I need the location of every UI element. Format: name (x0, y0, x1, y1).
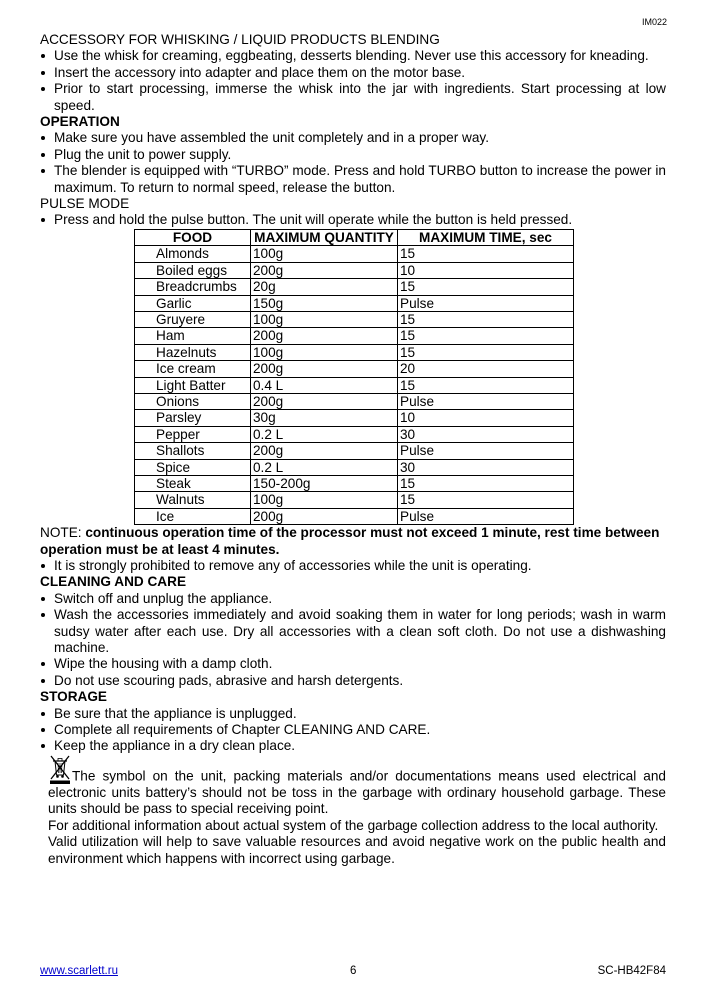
table-body (135, 246, 574, 525)
weee-crossed-bin-icon (48, 755, 72, 785)
time-cell: 15 (398, 246, 574, 262)
table-row (135, 459, 574, 475)
list-item: Insert the accessory into adapter and place them on the motor base. (40, 65, 666, 81)
food-cell: Almonds (135, 246, 251, 262)
section-title-cleaning: CLEANING AND CARE (40, 574, 187, 590)
list-item: Use the whisk for creaming, eggbeating, desserts blending. Never use this accessory for kneading. (40, 48, 666, 64)
table-row (135, 311, 574, 327)
header-max-quantity: MAXIMUM QUANTITY (251, 229, 398, 245)
time-cell: 20 (398, 361, 574, 377)
food-cell: Steak (135, 475, 251, 491)
list-item: Wash the accessories immediately and avoid soaking them in water for long periods; wash in warm sudsy water after each use. Dry all accessories with a clean soft cloth. Do not use a dishwashing machine. (40, 607, 666, 656)
operation-list (40, 130, 666, 196)
food-cell: Garlic (135, 295, 251, 311)
section-title-accessory: ACCESSORY FOR WHISKING / LIQUID PRODUCTS BLENDING (40, 32, 440, 47)
list-item: The blender is equipped with “TURBO” mode. Press and hold TURBO button to increase the power in maximum. To return to normal speed, release the button. (40, 163, 666, 196)
quantity-cell: 100g (251, 344, 398, 360)
table-row (135, 295, 574, 311)
table-row (135, 377, 574, 393)
time-cell: Pulse (398, 295, 574, 311)
accessory-list (40, 48, 666, 114)
header-max-time: MAXIMUM TIME, sec (398, 229, 574, 245)
section-title-operation: OPERATION (40, 114, 120, 130)
section-title-pulse-mode: PULSE MODE (40, 196, 130, 212)
cleaning-list (40, 591, 666, 689)
quantity-cell: 100g (251, 246, 398, 262)
header-food: FOOD (135, 229, 251, 245)
table-row (135, 344, 574, 360)
list-item: Press and hold the pulse button. The unit will operate while the button is held pressed. (40, 212, 666, 228)
disposal-paragraph: Valid utilization will help to save valuable resources and avoid negative work on the public health and environment which happens with incorrect using garbage. (48, 834, 666, 866)
disposal-paragraph: For additional information about actual system of the garbage collection address to the local authority. (48, 817, 659, 833)
quantity-cell: 200g (251, 361, 398, 377)
quantity-cell: 0.2 L (251, 459, 398, 475)
food-cell: Ice (135, 508, 251, 524)
time-cell: Pulse (398, 443, 574, 459)
food-cell: Gruyere (135, 311, 251, 327)
table-row (135, 443, 574, 459)
list-item: Prior to start processing, immerse the whisk into the jar with ingredients. Start processing at low speed. (40, 81, 666, 114)
quantity-cell: 0.2 L (251, 426, 398, 442)
food-quantity-table (134, 229, 574, 525)
note-paragraph (40, 525, 666, 558)
list-item: Be sure that the appliance is unplugged. (40, 706, 666, 722)
list-item: Wipe the housing with a damp cloth. (40, 656, 666, 672)
time-cell: 10 (398, 410, 574, 426)
table-row (135, 426, 574, 442)
quantity-cell: 150-200g (251, 475, 398, 491)
list-item: Keep the appliance in a dry clean place. (40, 738, 666, 754)
food-cell: Pepper (135, 426, 251, 442)
note-warning: continuous operation time of the processor must not exceed 1 minute, rest time between operation must be at least 4 minutes. (40, 525, 660, 557)
table-row (135, 361, 574, 377)
food-cell: Light Batter (135, 377, 251, 393)
time-cell: Pulse (398, 508, 574, 524)
time-cell: 15 (398, 328, 574, 344)
note-list (40, 558, 666, 574)
list-item: Make sure you have assembled the unit completely and in a proper way. (40, 130, 666, 146)
note-label: NOTE: (40, 525, 82, 541)
model-number: SC-HB42F84 (597, 965, 666, 977)
food-cell: Hazelnuts (135, 344, 251, 360)
quantity-cell: 150g (251, 295, 398, 311)
list-item: It is strongly prohibited to remove any of accessories while the unit is operating. (40, 558, 666, 574)
time-cell: 30 (398, 459, 574, 475)
quantity-cell: 0.4 L (251, 377, 398, 393)
time-cell: 15 (398, 492, 574, 508)
table-row (135, 246, 574, 262)
quantity-cell: 200g (251, 393, 398, 409)
time-cell: 15 (398, 279, 574, 295)
time-cell: 15 (398, 344, 574, 360)
quantity-cell: 100g (251, 311, 398, 327)
table-row (135, 279, 574, 295)
food-cell: Boiled eggs (135, 262, 251, 278)
pulse-list (40, 212, 666, 228)
time-cell: 30 (398, 426, 574, 442)
storage-list (40, 706, 666, 755)
table-row (135, 393, 574, 409)
quantity-cell: 200g (251, 508, 398, 524)
list-item: Plug the unit to power supply. (40, 147, 666, 163)
section-title-storage: STORAGE (40, 689, 107, 705)
time-cell: 15 (398, 311, 574, 327)
table-header-row (135, 229, 574, 245)
table-row (135, 508, 574, 524)
time-cell: 10 (398, 262, 574, 278)
food-cell: Parsley (135, 410, 251, 426)
document-id: IM022 (641, 17, 667, 27)
table-row (135, 475, 574, 491)
quantity-cell: 20g (251, 279, 398, 295)
time-cell: 15 (398, 377, 574, 393)
food-cell: Walnuts (135, 492, 251, 508)
food-cell: Onions (135, 393, 251, 409)
food-cell: Breadcrumbs (135, 279, 251, 295)
food-cell: Ice cream (135, 361, 251, 377)
time-cell: 15 (398, 475, 574, 491)
quantity-cell: 200g (251, 262, 398, 278)
disposal-paragraph (40, 755, 666, 818)
disposal-section (40, 755, 666, 867)
food-cell: Shallots (135, 443, 251, 459)
table-row (135, 492, 574, 508)
table-row (135, 410, 574, 426)
food-cell: Ham (135, 328, 251, 344)
table-row (135, 262, 574, 278)
table-row (135, 328, 574, 344)
time-cell: Pulse (398, 393, 574, 409)
quantity-cell: 100g (251, 492, 398, 508)
list-item: Complete all requirements of Chapter CLEANING AND CARE. (40, 722, 666, 738)
page-number: 6 (350, 965, 357, 977)
website-link[interactable]: www.scarlett.ru (40, 965, 118, 977)
quantity-cell: 200g (251, 443, 398, 459)
food-cell: Spice (135, 459, 251, 475)
disposal-text: The symbol on the unit, packing materials and/or documentations means used electrical and electronic units battery’s should not be toss in the garbage with ordinary household garbage. These units should be pass to special receiving point. (48, 768, 666, 817)
quantity-cell: 200g (251, 328, 398, 344)
list-item: Do not use scouring pads, abrasive and harsh detergents. (40, 673, 666, 689)
quantity-cell: 30g (251, 410, 398, 426)
list-item: Switch off and unplug the appliance. (40, 591, 666, 607)
page-content (40, 32, 666, 867)
